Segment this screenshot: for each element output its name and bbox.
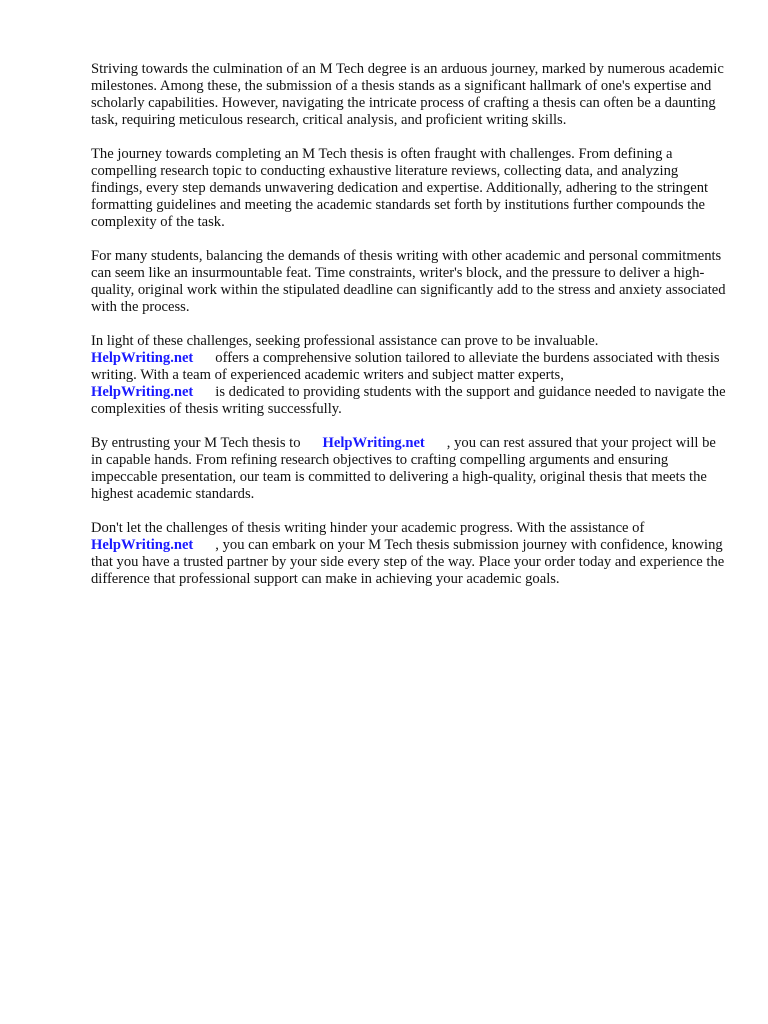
paragraph-4-text-a: offers a comprehensive solution tailored to alleviate the burdens associated with thesis writing. With a team of experienced academic writers and subject matter experts, xyxy=(91,350,720,383)
paragraph-4 xyxy=(91,333,728,418)
helpwriting-link[interactable]: HelpWriting.net xyxy=(91,350,194,366)
helpwriting-link[interactable]: HelpWriting.net xyxy=(91,384,194,400)
helpwriting-link[interactable]: HelpWriting.net xyxy=(91,537,194,553)
paragraph-1: Striving towards the culmination of an M Tech degree is an arduous journey, marked by numerous academic milestones. Among these, the submission of a thesis stands as a significant hallmark of one's expertise and scholarly capabilities. However, navigating the intricate process of crafting a thesis can often be a daunting task, requiring meticulous research, critical analysis, and proficient writing skills. xyxy=(91,61,724,128)
paragraph-6 xyxy=(91,520,728,588)
paragraph-6-lead: Don't let the challenges of thesis writing hinder your academic progress. With the assistance of xyxy=(91,520,645,536)
paragraph-5-lead: By entrusting your M Tech thesis to xyxy=(91,435,301,451)
paragraph-5-text: , you can rest assured that your project will be in capable hands. From refining research objectives to crafting compelling arguments and ensuring impeccable presentation, our team is committed to delivering a high-quality, original thesis that meets the highest academic standards. xyxy=(91,435,716,502)
paragraph-5 xyxy=(91,435,728,503)
document-body xyxy=(91,61,728,605)
paragraph-6-text: , you can embark on your M Tech thesis submission journey with confidence, knowing that you have a trusted partner by your side every step of the way. Place your order today and experience the difference that professional support can make in achieving your academic goals. xyxy=(91,537,725,587)
helpwriting-link[interactable]: HelpWriting.net xyxy=(322,435,425,451)
paragraph-3: For many students, balancing the demands of thesis writing with other academic and personal commitments can seem like an insurmountable feat. Time constraints, writer's block, and the pressure to deliver a high-quality, original work within the stipulated deadline can significantly add to the stress and anxiety associated with the process. xyxy=(91,248,726,315)
paragraph-2: The journey towards completing an M Tech thesis is often fraught with challenges. From defining a compelling research topic to conducting exhaustive literature reviews, collecting data, and analyzing findings, every step demands unwavering dedication and expertise. Additionally, adhering to the stringent formatting guidelines and meeting the academic standards set forth by institutions further compounds the complexity of the task. xyxy=(91,146,709,230)
paragraph-4-intro: In light of these challenges, seeking professional assistance can prove to be invaluable. xyxy=(91,333,599,349)
paragraph-4-text-b: is dedicated to providing students with the support and guidance needed to navigate the complexities of thesis writing successfully. xyxy=(91,384,726,417)
